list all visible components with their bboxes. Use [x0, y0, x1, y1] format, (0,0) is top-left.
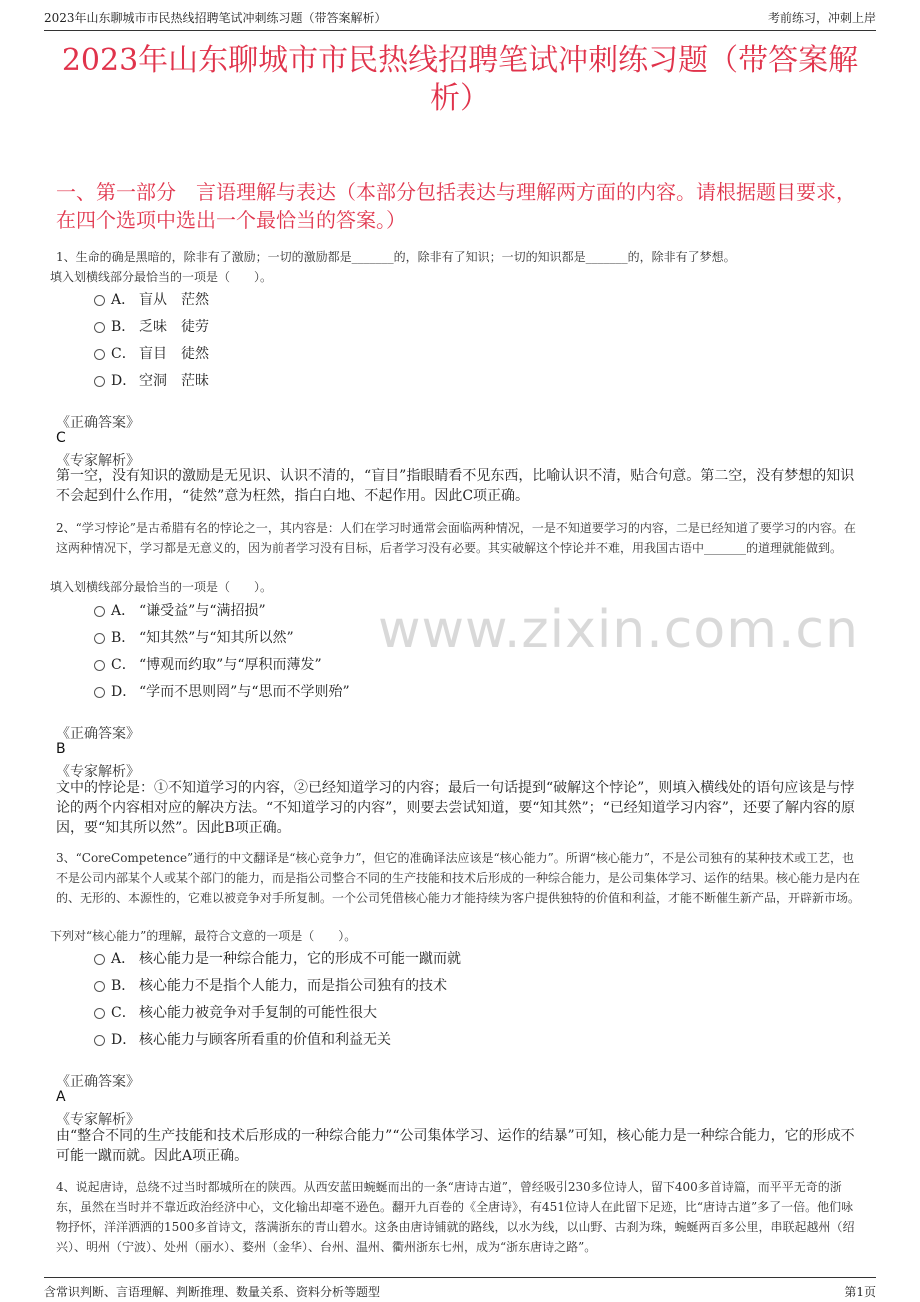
question-3-answer-label: 《正确答案》 — [56, 1074, 140, 1090]
question-1-analysis: 第一空，没有知识的激励是无见识、认识不清的，“盲目”指眼睛看不见东西，比喻认识不清，贴合句意。第二空，没有梦想的知识不会起到什么作用，“徒然”意为枉然，指白白地、不起作用。因此C项正确。 — [56, 468, 855, 504]
question-3-analysis-label: 《专家解析》 — [56, 1112, 140, 1128]
question-2-analysis-label: 《专家解析》 — [56, 764, 140, 780]
question-3-option-b[interactable]: B． 核心能力不是指个人能力，而是指公司独有的技术 — [94, 975, 447, 995]
question-2-option-a[interactable]: A． “谦受益”与“满招损” — [94, 600, 266, 620]
question-1-answer-label: 《正确答案》 — [56, 415, 140, 431]
question-3-analysis: 由“整合不同的生产技能和技术后形成的一种综合能力”“公司集体学习、运作的结暴”可知，核心能力是一种综合能力，它的形成不可能一蹴而就。因此A项正确。 — [56, 1128, 855, 1164]
watermark: www.zixin.com.cn — [378, 600, 859, 660]
header-doc-title: 2023年山东聊城市市民热线招聘笔试冲刺练习题（带答案解析） — [44, 11, 387, 25]
radio-icon[interactable] — [94, 606, 105, 617]
question-1-instruction: 填入划横线部分最恰当的一项是（ ）。 — [50, 270, 273, 284]
question-1-answer: C — [56, 430, 66, 446]
question-3-answer: A — [56, 1089, 66, 1105]
question-4-stem: 4、说起唐诗，总绕不过当时都城所在的陕西。从西安蓝田蜿蜒而出的一条“唐诗古道”，曾经吸引230多位诗人，留下400多首诗篇，而平平无奇的浙东，虽然在当时并不靠近政治经济中心，文化输出却毫不逊色。翻开九百卷的《全唐诗》，有451位诗人在此留下足迹，比“唐诗古道”多了一倍。他们咏物抒怀，洋洋洒洒的1500多首诗文，落满浙东的青山碧水。这条由唐诗铺就的路线，以水为线，以山野、古刹为珠，蜿蜒两百多公里，串联起越州（绍兴）、明州（宁波）、处州（丽水）、婺州（金华）、台州、温州、衢州浙东七州，成为“浙东唐诗之路”。 — [56, 1180, 855, 1254]
question-2-stem: 2、“学习悖论”是古希腊有名的悖论之一，其内容是：人们在学习时通常会面临两种情况，一是不知道要学习的内容，二是已经知道了要学习的内容。在这两种情况下，学习都是无意义的，因为前者学习没有目标，后者学习没有必要。其实破解这个悖论并不难，用我国古语中_______的道理就能做到。 — [56, 521, 856, 555]
radio-icon[interactable] — [94, 633, 105, 644]
radio-icon[interactable] — [94, 1035, 105, 1046]
question-2-option-d[interactable]: D． “学而不思则罔”与“思而不学则殆” — [94, 681, 350, 701]
question-2-analysis: 文中的悖论是：①不知道学习的内容，②已经知道学习的内容；最后一句话提到“破解这个悖论”，则填入横线处的语句应该是与悖论的两个内容相对应的解决方法。“不知道学习的内容”，则要去尝试知道，要“知其然”；“已经知道学习内容”，还要了解内容的原因，要“知其所以然”。因此B项正确。 — [56, 780, 855, 836]
radio-icon[interactable] — [94, 954, 105, 965]
radio-icon[interactable] — [94, 1008, 105, 1019]
question-1-option-c[interactable]: C． 盲目 徒然 — [94, 343, 209, 363]
question-3-option-d[interactable]: D． 核心能力与顾客所看重的价值和利益无关 — [94, 1029, 391, 1049]
question-1-analysis-label: 《专家解析》 — [56, 453, 140, 469]
header-slogan: 考前练习，冲刺上岸 — [767, 11, 876, 25]
question-1-option-a[interactable]: A． 盲从 茫然 — [94, 289, 209, 309]
question-2-option-b[interactable]: B． “知其然”与“知其所以然” — [94, 627, 294, 647]
document-title: 2023年山东聊城市市民热线招聘笔试冲刺练习题（带答案解析） — [61, 43, 859, 116]
question-1-stem: 1、生命的确是黑暗的，除非有了激励；一切的激励都是_______的，除非有了知识；一切的知识都是_______的，除非有了梦想。 — [56, 250, 736, 264]
footer-topics: 含常识判断、言语理解、判断推理、数量关系、资料分析等题型 — [44, 1285, 381, 1299]
question-1-option-d[interactable]: D． 空洞 茫昧 — [94, 370, 209, 390]
radio-icon[interactable] — [94, 687, 105, 698]
radio-icon[interactable] — [94, 322, 105, 333]
page-header — [44, 0, 876, 31]
question-3-instruction: 下列对“核心能力”的理解，最符合文意的一项是（ ）。 — [50, 929, 357, 943]
question-3-option-a[interactable]: A． 核心能力是一种综合能力，它的形成不可能一蹴而就 — [94, 948, 461, 968]
radio-icon[interactable] — [94, 295, 105, 306]
section-heading: 一、第一部分 言语理解与表达（本部分包括表达与理解两方面的内容。请根据题目要求，在四个选项中选出一个最恰当的答案。） — [56, 180, 856, 232]
radio-icon[interactable] — [94, 981, 105, 992]
question-2-instruction: 填入划横线部分最恰当的一项是（ ）。 — [50, 580, 273, 594]
question-3-option-c[interactable]: C． 核心能力被竞争对手复制的可能性很大 — [94, 1002, 377, 1022]
question-2-answer-label: 《正确答案》 — [56, 726, 140, 742]
radio-icon[interactable] — [94, 660, 105, 671]
page-footer — [44, 1277, 876, 1302]
question-1-option-b[interactable]: B． 乏味 徒劳 — [94, 316, 209, 336]
question-3-stem: 3、“CoreCompetence”通行的中文翻译是“核心竞争力”，但它的准确译法应该是“核心能力”。所谓“核心能力”，不是公司独有的某种技术或工艺，也不是公司内部某个人或某个部门的能力，而是指公司整合不同的生产技能和技术后形成的一种综合能力，是公司集体学习、运作的结果。核心能力是内在的、无形的、本源性的，它难以被竞争对手所复制。一个公司凭借核心能力才能持续为客户提供独特的价值和利益，才能不断催生新产品，开辟新市场。 — [56, 851, 861, 905]
question-2-option-c[interactable]: C． “博观而约取”与“厚积而薄发” — [94, 654, 322, 674]
page-number: 第1页 — [844, 1285, 876, 1299]
radio-icon[interactable] — [94, 376, 105, 387]
radio-icon[interactable] — [94, 349, 105, 360]
question-2-answer: B — [56, 741, 66, 757]
